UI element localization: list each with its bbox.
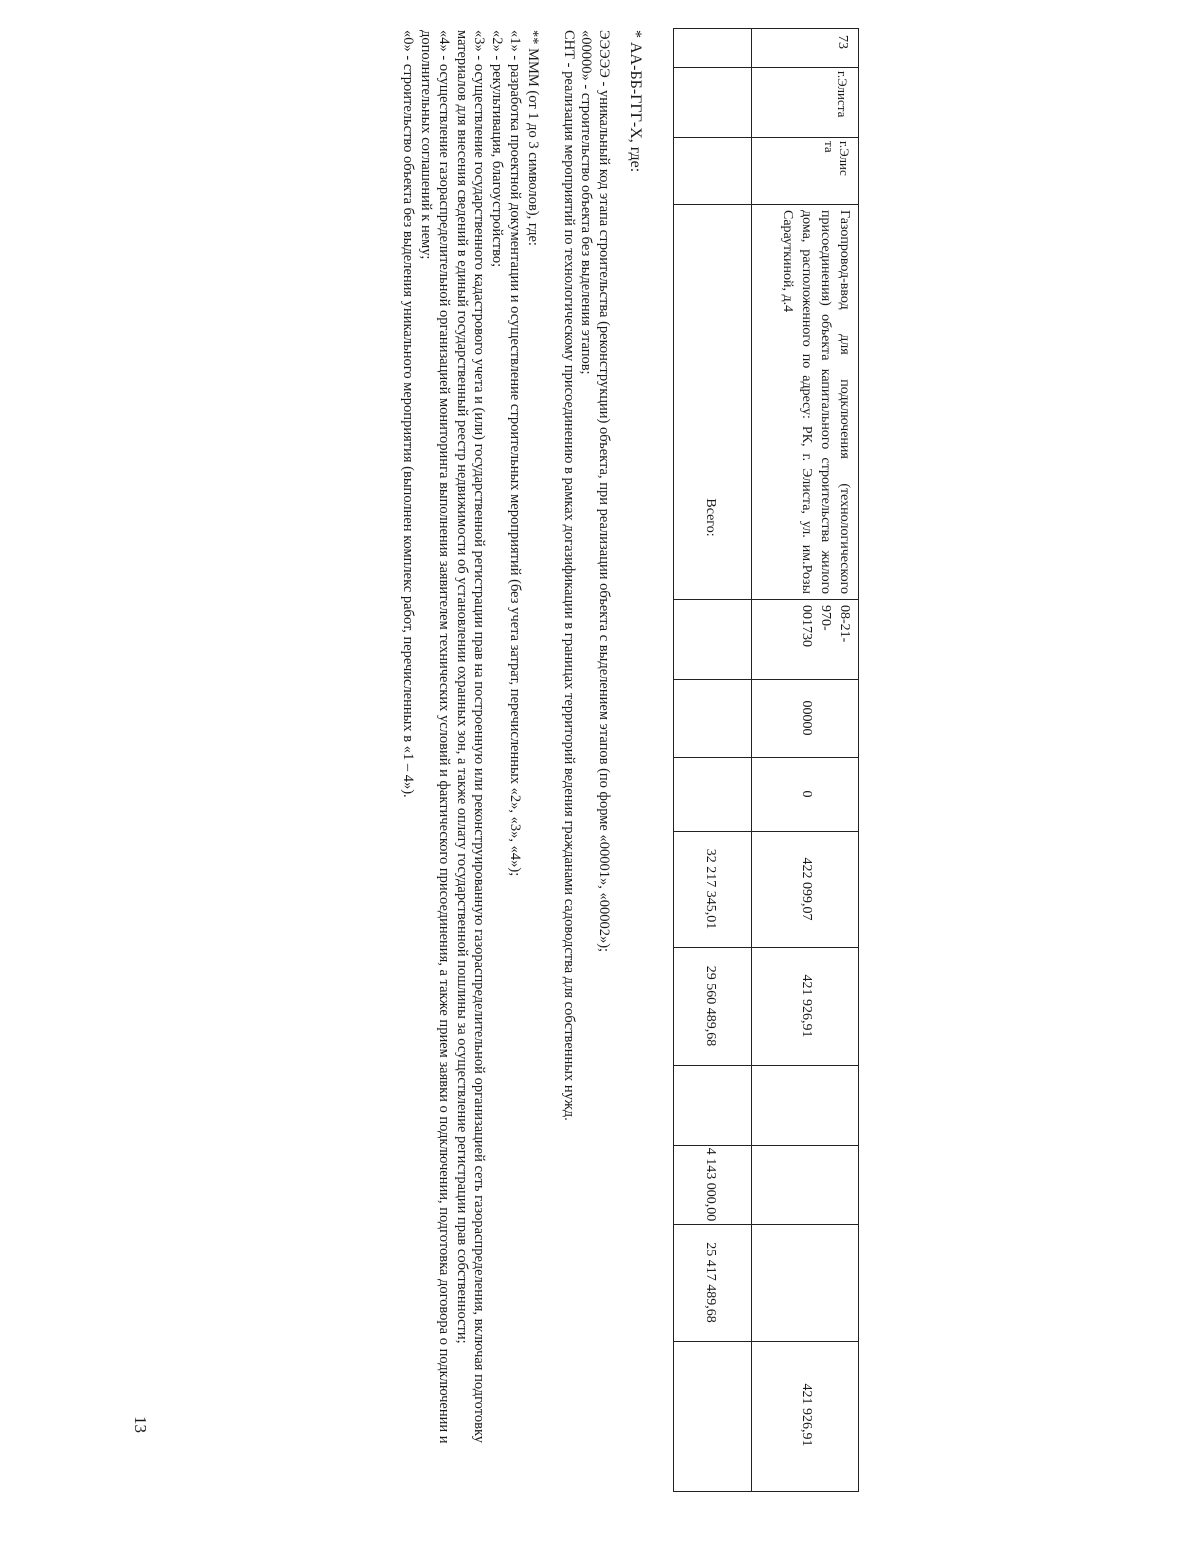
row-value-6: 421 926,91 <box>799 1383 814 1447</box>
table-divider <box>674 137 858 138</box>
row-code: 08-21- 970- 001730 <box>799 605 852 647</box>
cost-table <box>673 28 859 1492</box>
row-value-2: 421 926,91 <box>799 974 814 1038</box>
table-divider <box>674 67 858 68</box>
footnote-code-1: «1» - разработка проектной документации и осуществление строительных мероприятий (без учета затрат, перечисленных «2», «3», «4»); <box>507 30 524 877</box>
row-locality: г.Элис та <box>822 141 852 176</box>
total-label: Всего: <box>703 498 718 537</box>
footnote-code-3: «3» - осуществление государственного кадастрового учета и (или) государственной регистрации прав на построенную или реконструированную газораспределительной организацией сеть газораспределения, включая подготовку материалов для внесения сведений в единый государственный реестр недвижимости об установлении охранных зон, а также оплату государственной пошлины за осуществление регистрации прав собственности; <box>453 30 488 1444</box>
row-activity-code: 0 <box>799 790 814 798</box>
row-location: г.Элиста <box>835 71 850 118</box>
table-divider <box>674 1065 858 1066</box>
footnote-snt: СНТ - реализация мероприятий по технологическому присоединению в рамках догазификации в границах территорий ведения гражданами садоводства для собственных нужд. <box>560 30 577 1121</box>
row-description: Газопровод-ввод для подключения (технологического присоединения) объекта капитального строительства жилого дома, расположенного по адресу: РК, г. Элиста, ул. им.Розы Сарауткиной, д.4 <box>780 210 852 594</box>
page-number: 13 <box>131 1416 150 1433</box>
footnote-code-format: * АА-ББ-ГГГ-Х, где: <box>627 30 644 173</box>
total-value-2: 29 560 489,68 <box>703 965 718 1047</box>
footnote-no-stages: «00000» - строительство объекта без выделения этапов; <box>578 30 595 375</box>
total-value-1: 32 217 345,01 <box>703 848 718 930</box>
footnote-code-4: «4» - осуществление газораспределительной организацией мониторинга выполнения заявителем технических условий и фактического присоединения, а также прием заявки о подключении, подготовка договора о подключении и дополнительных соглашений к нему; <box>418 30 452 1444</box>
footnote-mmm-header: ** МММ (от 1 до 3 символов), где: <box>524 30 541 246</box>
total-value-4: 4 143 000,00 <box>703 1147 718 1222</box>
footnote-stage-code: ЭЭЭЭЭ - уникальный код этапа строительства (реконструкции) объекта, при реализации объекта с выделением этапов (по форме «00001», «00002»); <box>596 30 613 953</box>
spacer <box>541 30 559 1450</box>
row-number: 73 <box>835 35 850 49</box>
row-stage-code: 00000 <box>799 700 814 736</box>
footnote-code-0: «0» - строительство объекта без выделения уникального мероприятия (выполнен комплекс работ, перечисленных в «1 – 4»). <box>400 30 417 798</box>
footnote-code-2: «2» - рекультивация, благоустройство; <box>489 30 506 268</box>
table-divider <box>674 1341 858 1342</box>
footnotes <box>398 30 644 1450</box>
row-value-1: 422 099,07 <box>799 857 814 921</box>
table-row-divider <box>751 29 752 1491</box>
total-value-5: 25 417 489,68 <box>703 1242 718 1323</box>
